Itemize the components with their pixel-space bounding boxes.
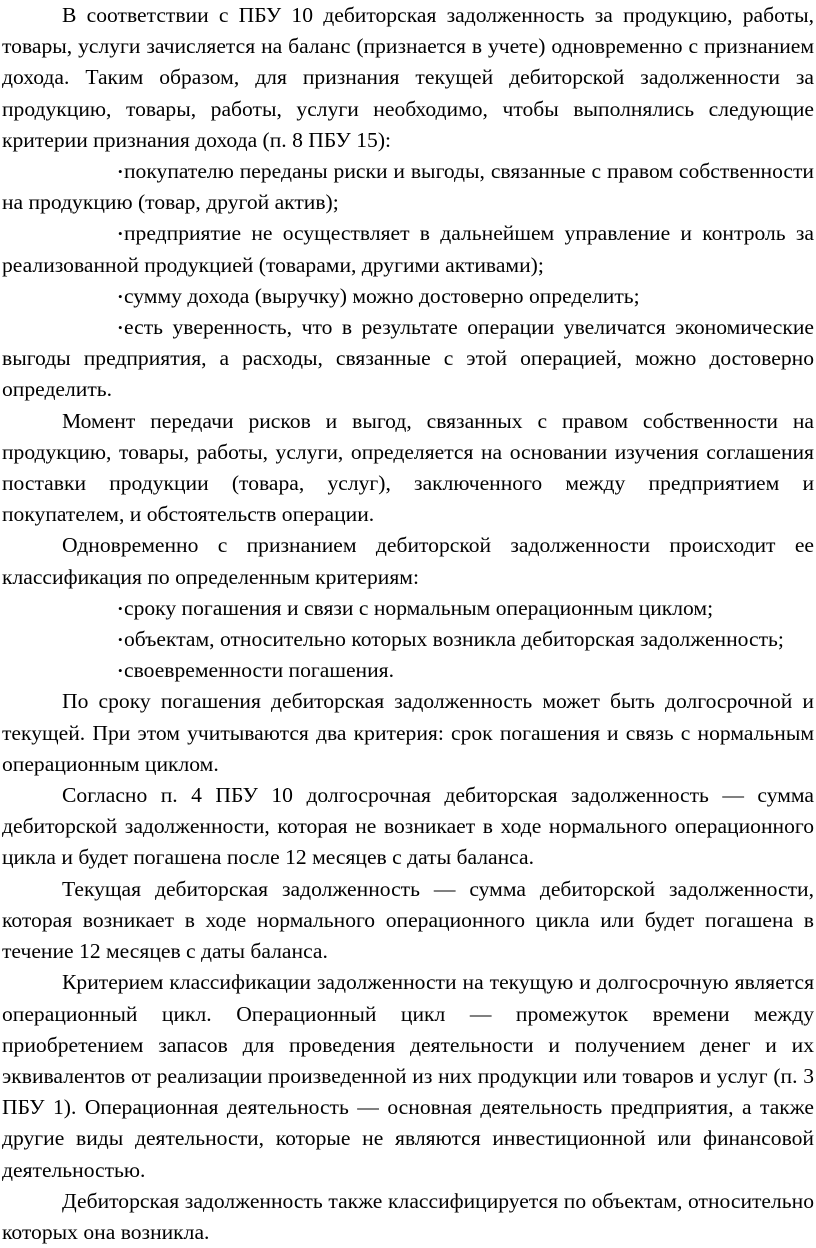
bullet-icon: • [118,320,123,336]
list-item-text: своевременности погашения. [124,658,394,683]
list-item [2,218,814,280]
paragraph: Текущая дебиторская задолженность — сумма дебиторской задолженности, которая возникает в ходе нормального операционного цикла или будет погашена в течение 12 месяцев с даты баланса. [2,876,814,964]
paragraph: Согласно п. 4 ПБУ 10 долгосрочная дебиторская задолженность — сумма дебиторской задолженности, которая не возникает в ходе нормального операционного цикла и будет погашена после 12 месяцев с даты баланса. [2,783,814,870]
list-item [2,624,814,655]
paragraph: Критерием классификации задолженности на текущую и долгосрочную является операционный цикл. Операционный цикл — промежуток времени между приобретением запасов для проведения деятельности и получением денег и их эквивалентов от реализации произведенной из них продукции или товаров и услуг (п. 3 ПБУ 1). Операционная деятельность — основная деятельность предприятия, а также другие виды деятельности, которые не являются инвестиционной или финансовой деятельностью. [2,970,814,1182]
list-item-text: сумму дохода (выручку) можно достоверно определить; [124,283,640,308]
list-item [2,312,814,406]
list-item-text: сроку погашения и связи с нормальным операционным циклом; [124,595,714,620]
list-item [2,156,814,218]
list-item [2,593,814,624]
bullet-icon: • [118,226,123,242]
bullet-icon: • [118,164,123,180]
paragraph: Дебиторская задолженность также классифицируется по объектам, относительно которых она возникла. [2,1188,814,1244]
list-item-text: предприятие не осуществляет в дальнейшем управление и контроль за реализованной продукцией (товарами, другими активами); [2,221,814,277]
paragraph: Одновременно с признанием дебиторской задолженности происходит ее классификация по определенным критериям: [2,533,814,589]
list-item-text: объектам, относительно которых возникла дебиторская задолженность; [124,627,784,652]
paragraph: Момент передачи рисков и выгод, связанных с правом собственности на продукцию, товары, работы, услуги, определяется на основании изучения соглашения поставки продукции (товара, услуг), заключенного между предприятием и покупателем, и обстоятельств операции. [2,408,814,527]
list-item [2,281,814,312]
paragraph: В соответствии с ПБУ 10 дебиторская задолженность за продукцию, работы, товары, услуги зачисляется на баланс (признается в учете) одновременно с признанием дохода. Таким образом, для признания текущей дебиторской задолженности за продукцию, товары, работы, услуги необходимо, чтобы выполнялись следующие критерии признания дохода (п. 8 ПБУ 15): [2,3,814,152]
criteria-list [2,156,814,406]
paragraph: По сроку погашения дебиторская задолженность может быть долгосрочной и текущей. При этом учитываются два критерия: срок погашения и связь с нормальным операционным циклом. [2,689,814,776]
list-item-text: покупателю переданы риски и выгоды, связанные с правом собственности на продукцию (товар, другой актив); [2,159,814,215]
bullet-icon: • [118,600,123,616]
bullet-icon: • [118,288,123,304]
list-item-text: есть уверенность, что в результате операции увеличатся экономические выгоды предприятия, а расходы, связанные с этой операцией, можно достоверно определить. [2,315,814,402]
list-item [2,655,814,686]
classification-list [2,593,814,687]
bullet-icon: • [118,663,123,679]
bullet-icon: • [118,632,123,648]
